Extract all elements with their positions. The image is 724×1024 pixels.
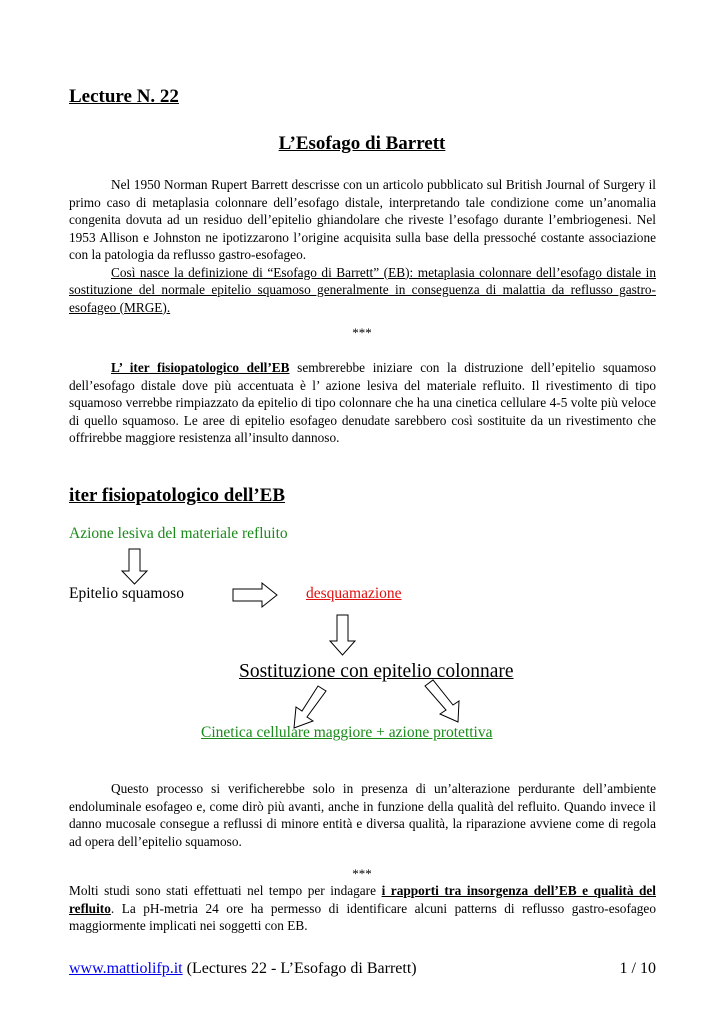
studies-text-before: Molti studi sono stati effettuati nel tempo per indagare — [69, 883, 382, 898]
diagram-heading: iter fisiopatologico dell’EB — [69, 485, 286, 506]
studies-text-after: . La pH-metria 24 ore ha permesso di identificare alcuni patterns di reflusso gastro-esofageo maggiormente implicati nei soggetti con EB. — [69, 900, 656, 933]
process-paragraph — [69, 780, 656, 850]
diagonal-arrow-icon — [425, 680, 459, 722]
separator: *** — [352, 866, 372, 881]
separator: *** — [352, 325, 372, 340]
process-text: Questo processo si verificherebbe solo in presenza di un’alterazione perdurante dell’ambiente endoluminale esofageo e, come dirò più avanti, anche in funzione della qualità del refluito. Quando invece il danno mucosale consegue a reflussi di minore entità e diversa qualità, la riparazione avviene come di regola ad opera dell’epitelio squamoso. — [69, 781, 656, 849]
page-number: 1 / 10 — [619, 960, 656, 977]
down-arrow-icon — [330, 615, 355, 655]
page-footer — [69, 960, 656, 978]
diagonal-arrow-icon — [294, 686, 326, 728]
cinetica-label: Cinetica cellulare maggiore + azione protettiva — [201, 724, 493, 741]
page-title: L’Esofago di Barrett — [278, 133, 446, 154]
lecture-heading: Lecture N. 22 — [69, 86, 179, 107]
desquamazione-label: desquamazione — [306, 585, 402, 602]
iter-lead: L’ iter fisiopatologico dell’EB — [111, 360, 290, 375]
footer-link[interactable]: www.mattiolifp.it — [69, 960, 183, 977]
footer-text: (Lectures 22 - L’Esofago di Barrett) — [182, 960, 417, 977]
epitelio-label: Epitelio squamoso — [69, 585, 184, 602]
intro-text: Nel 1950 Norman Rupert Barrett descrisse con un articolo pubblicato sul British Journal of Surgery il primo caso di metaplasia colonnare dell’esofago distale, interpretando tale condizione come un’anomalia congenita dovuta ad un residuo dell’epitelio ghiandolare che riveste l’esofago durante l’embriogenesi. Nel 1953 Allison e Johnston ne ipotizzarono l’origine acquisita sulla base della pressoché costante associazione con la patologia da reflusso gastro-esofageo. — [69, 177, 656, 262]
definition-text: Così nasce la definizione di “Esofago di Barrett” (EB): metaplasia colonnare dell’esofago distale in sostituzione del normale epitelio squamoso generalmente in conseguenza di malattia da reflusso gastro-esofageo (MRGE). — [69, 264, 656, 315]
iter-text: sembrerebbe iniziare con la distruzione dell’epitelio squamoso dell’esofago distale dove più accentuata è l’ azione lesiva del materiale refluito. Il rivestimento di tipo squamoso verrebbe rimpiazzato da epitelio di tipo colonnare che ha una cinetica cellulare 4-5 volte più veloce di quello squamoso. Le aree di epitelio esofageo denudate sarebbero così sostituite da un rivestimento che offrirebbe maggiore resistenza all’insulto dannoso. — [69, 360, 657, 445]
down-arrow-icon — [122, 549, 147, 584]
azione-lesiva-label: Azione lesiva del materiale refluito — [69, 525, 288, 542]
sostituzione-label: Sostituzione con epitelio colonnare — [239, 661, 514, 682]
right-arrow-icon — [233, 583, 277, 607]
studies-bold: i rapporti tra insorgenza dell’EB e qualità del refluito — [69, 883, 656, 916]
studies-paragraph — [69, 882, 656, 935]
